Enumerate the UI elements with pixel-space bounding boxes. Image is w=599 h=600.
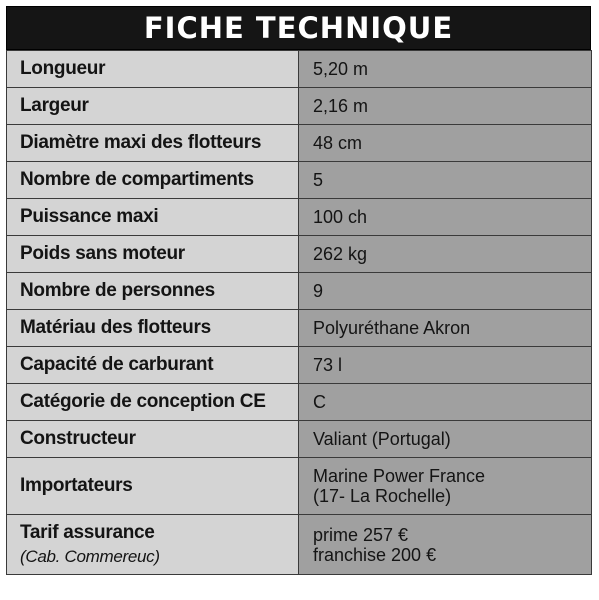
table-row <box>7 125 592 162</box>
spec-label: Puissance maxi <box>7 199 299 236</box>
spec-value: 100 ch <box>299 199 592 236</box>
table-row <box>7 88 592 125</box>
table-row <box>7 199 592 236</box>
spec-sheet <box>6 6 591 575</box>
spec-label: Largeur <box>7 88 299 125</box>
table-row <box>7 421 592 458</box>
spec-value: 48 cm <box>299 125 592 162</box>
spec-value-line: prime 257 € <box>313 524 409 545</box>
table-row <box>7 162 592 199</box>
spec-label-cell <box>7 515 299 575</box>
spec-label: Importateurs <box>7 458 299 515</box>
spec-sublabel: (Cab. Commereuc) <box>20 546 160 566</box>
spec-value: 2,16 m <box>299 88 592 125</box>
spec-label: Tarif assurance <box>20 521 155 543</box>
spec-value: Valiant (Portugal) <box>299 421 592 458</box>
spec-value-line: (17- La Rochelle) <box>313 486 452 506</box>
spec-value: Polyuréthane Akron <box>299 310 592 347</box>
spec-label: Catégorie de conception CE <box>7 384 299 421</box>
spec-label: Poids sans moteur <box>7 236 299 273</box>
spec-label: Nombre de personnes <box>7 273 299 310</box>
spec-value: 73 l <box>299 347 592 384</box>
spec-value: 5 <box>299 162 592 199</box>
spec-label: Nombre de compartiments <box>7 162 299 199</box>
spec-value <box>299 458 592 515</box>
spec-value <box>299 515 592 575</box>
spec-label: Longueur <box>7 51 299 88</box>
table-row <box>7 347 592 384</box>
table-row <box>7 384 592 421</box>
table-row <box>7 51 592 88</box>
table-row <box>7 515 592 575</box>
spec-table <box>6 50 592 575</box>
table-row <box>7 236 592 273</box>
spec-value-line: franchise 200 € <box>313 544 437 565</box>
spec-label: Diamètre maxi des flotteurs <box>7 125 299 162</box>
table-row <box>7 458 592 515</box>
spec-label: Capacité de carburant <box>7 347 299 384</box>
spec-label: Matériau des flotteurs <box>7 310 299 347</box>
table-row <box>7 310 592 347</box>
spec-value: C <box>299 384 592 421</box>
table-row <box>7 273 592 310</box>
sheet-title: FICHE TECHNIQUE <box>6 6 591 50</box>
spec-value: 5,20 m <box>299 51 592 88</box>
spec-value: 262 kg <box>299 236 592 273</box>
spec-label: Constructeur <box>7 421 299 458</box>
spec-value-line: Marine Power France <box>313 466 486 486</box>
spec-value: 9 <box>299 273 592 310</box>
